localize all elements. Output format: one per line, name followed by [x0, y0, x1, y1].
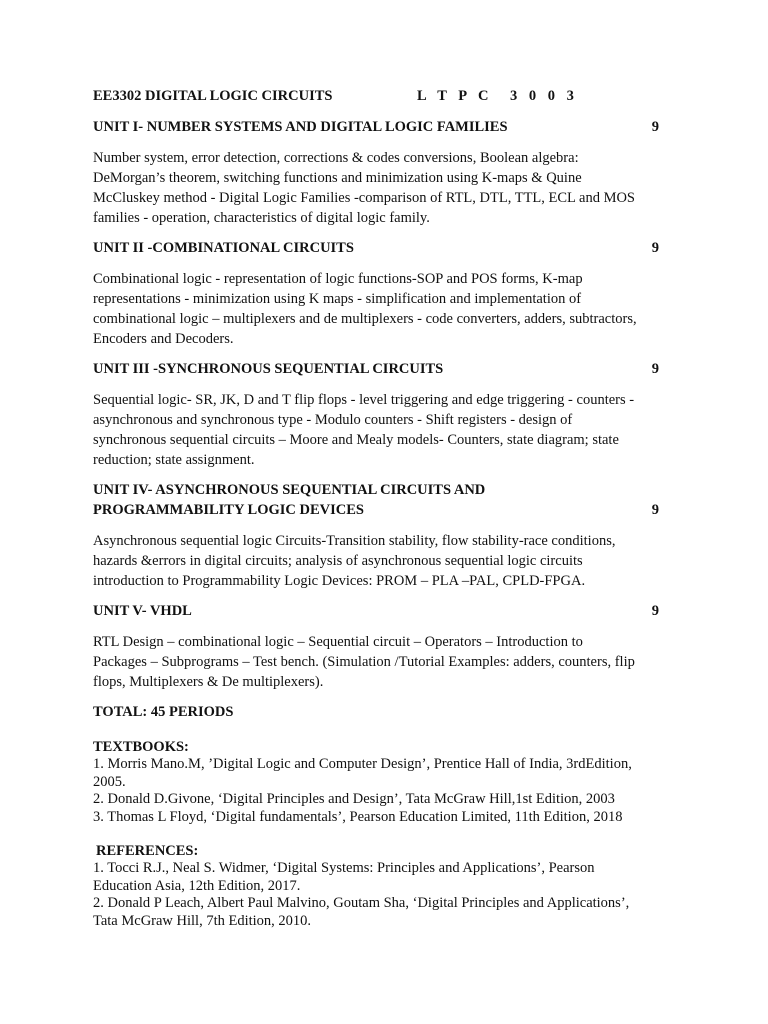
reference-line: 2. Donald P Leach, Albert Paul Malvino, Goutam Sha, ‘Digital Principles and Applications’, — [93, 895, 630, 911]
unit-1-line: McCluskey method - Digital Logic Families -comparison of RTL, DTL, TTL, ECL and MOS — [93, 190, 635, 206]
unit-4-line: Asynchronous sequential logic Circuits-Transition stability, flow stability-race conditions, — [93, 533, 616, 549]
unit-2-line: Encoders and Decoders. — [93, 331, 234, 347]
unit-2-line: combinational logic – multiplexers and de multiplexers - code converters, adders, subtractors, — [93, 311, 637, 327]
unit-2-line: representations - minimization using K maps - simplification and implementation of — [93, 291, 582, 307]
credits-value: 3 0 0 3 — [510, 88, 578, 104]
unit-2-line: Combinational logic - representation of logic functions-SOP and POS forms, K-map — [93, 271, 583, 287]
course-title: EE3302 DIGITAL LOGIC CIRCUITS — [93, 88, 333, 104]
unit-1-title: UNIT I- NUMBER SYSTEMS AND DIGITAL LOGIC FAMILIES — [93, 119, 508, 135]
unit-3-line: reduction; state assignment. — [93, 452, 255, 468]
reference-line: Education Asia, 12th Edition, 2017. — [93, 877, 301, 894]
textbooks-list — [93, 756, 673, 826]
textbook-line: 2005. — [93, 773, 126, 790]
unit-3-line: synchronous sequential circuits – Moore and Mealy models- Counters, state diagram; state — [93, 432, 619, 448]
unit-1-heading — [93, 117, 673, 137]
unit-3-title: UNIT III -SYNCHRONOUS SEQUENTIAL CIRCUITS — [93, 361, 444, 377]
unit-5-heading — [93, 601, 673, 621]
textbook-line: 2. Donald D.Givone, ‘Digital Principles and Design’, Tata McGraw Hill,1st Edition, 2003 — [93, 791, 615, 807]
textbooks-heading: TEXTBOOKS: — [93, 739, 189, 755]
unit-3-line: Sequential logic- SR, JK, D and T flip flops - level triggering and edge triggering - counters - — [93, 392, 635, 408]
unit-5-line: RTL Design – combinational logic – Sequential circuit – Operators – Introduction to — [93, 634, 583, 650]
course-header — [93, 86, 673, 106]
unit-5-hours: 9 — [651, 603, 659, 619]
reference-line: Tata McGraw Hill, 7th Edition, 2010. — [93, 912, 312, 929]
unit-2-heading — [93, 238, 673, 258]
unit-3-heading — [93, 359, 673, 379]
ltpc-label: L T P C — [417, 88, 493, 104]
unit-3-description — [93, 390, 673, 470]
unit-4-line: hazards &errors in digital circuits; analysis of asynchronous sequential logic circuits — [93, 553, 583, 569]
textbook-line: 1. Morris Mano.M, ’Digital Logic and Computer Design’, Prentice Hall of India, 3rdEdition, — [93, 756, 632, 772]
unit-5-line: Packages – Subprograms – Test bench. (Simulation /Tutorial Examples: adders, counters, flip — [93, 654, 635, 670]
unit-2-hours: 9 — [651, 240, 659, 256]
unit-4-line: introduction to Programmability Logic Devices: PROM – PLA –PAL, CPLD-FPGA. — [93, 573, 586, 589]
unit-5-description — [93, 632, 673, 692]
unit-1-hours: 9 — [651, 119, 659, 135]
syllabus-content — [93, 86, 673, 930]
unit-1-line: Number system, error detection, corrections & codes conversions, Boolean algebra: — [93, 150, 579, 166]
unit-5-line: flops, Multiplexers & De multiplexers). — [93, 674, 324, 690]
unit-1-line: families - operation, characteristics of digital logic family. — [93, 210, 430, 226]
unit-3-line: asynchronous and synchronous type - Modulo counters - Shift registers - design of — [93, 412, 573, 428]
total-periods: TOTAL: 45 PERIODS — [93, 704, 234, 720]
unit-1-description — [93, 148, 673, 228]
unit-5-title: UNIT V- VHDL — [93, 603, 192, 619]
unit-2-description — [93, 269, 673, 349]
unit-1-line: DeMorgan’s theorem, switching functions and minimization using K-maps & Quine — [93, 170, 582, 186]
unit-4-heading — [93, 480, 673, 520]
unit-4-title-line-2: PROGRAMMABILITY LOGIC DEVICES — [93, 502, 364, 518]
references-heading: REFERENCES: — [96, 843, 199, 859]
textbook-line: 3. Thomas L Floyd, ‘Digital fundamentals’, Pearson Education Limited, 11th Edition, 2018 — [93, 808, 623, 825]
unit-4-hours: 9 — [651, 502, 659, 518]
reference-line: 1. Tocci R.J., Neal S. Widmer, ‘Digital Systems: Principles and Applications’, Pearson — [93, 860, 595, 876]
unit-2-title: UNIT II -COMBINATIONAL CIRCUITS — [93, 240, 354, 256]
unit-4-title-line-1: UNIT IV- ASYNCHRONOUS SEQUENTIAL CIRCUITS AND — [93, 482, 486, 498]
unit-4-description — [93, 531, 673, 591]
references-list — [93, 860, 673, 930]
unit-3-hours: 9 — [651, 361, 659, 377]
